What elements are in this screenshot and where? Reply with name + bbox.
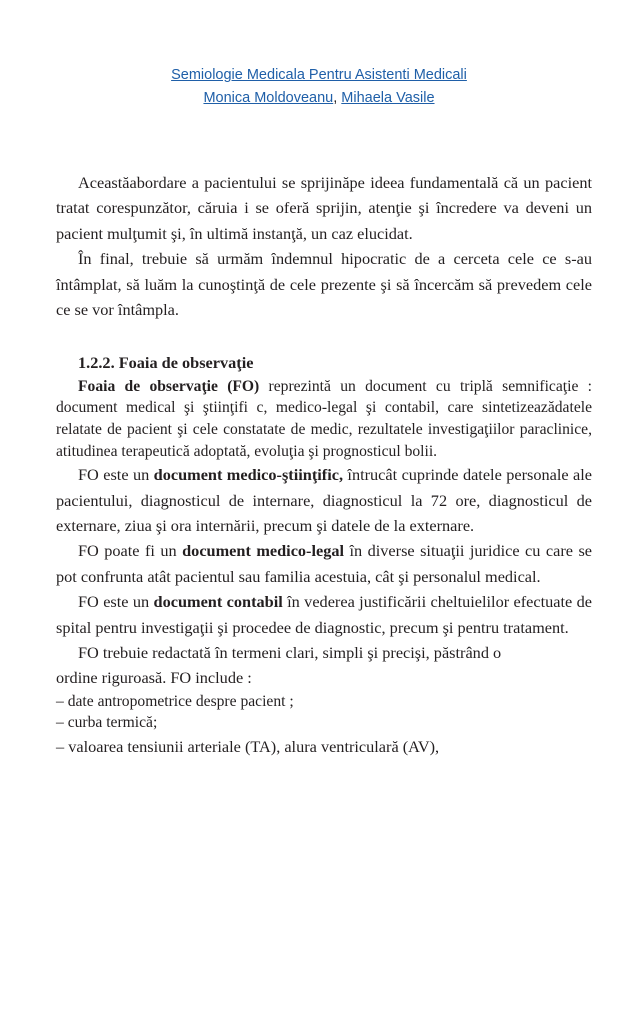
fo-legal-text: în diverse situaţii juridice cu care se pot confrunta atât pacientul sau familia acestuia, cât şi personalul medical. [56, 541, 593, 586]
list-item: – date antropometrice despre pacient ; [56, 692, 294, 710]
fo-legal-term: document medico-legal [182, 541, 345, 561]
fo-accounting-pre: FO este un [78, 592, 154, 612]
page-header [0, 64, 638, 110]
fo-term: Foaia de observaţie (FO) [78, 377, 260, 395]
fo-definition-text: reprezintă un document cu triplă semnificaţie : document medical şi ştiinţifi c, medico-legal şi contabil, care sintetizeazădatele relatate de pacient şi cele constatate de medic, rezultatele investigaţiilor paraclinice, atitudinea terapeutică adoptată, evoluţia şi prognosticul bolii. [56, 377, 593, 460]
paragraph-fo-accounting [56, 589, 592, 640]
fo-accounting-term: document contabil [153, 592, 283, 612]
paragraph-fo-definition [56, 376, 592, 462]
fo-accounting-text: în vederea justificării cheltuielilor efectuate de spital pentru investigaţii şi procedee de diagnostic, precum şi pentru tratament. [56, 592, 592, 637]
fo-include-line-1: FO trebuie redactată în termeni clari, simpli şi precişi, păstrând o [78, 643, 502, 663]
fo-include-line-2: ordine riguroasă. FO include : [56, 668, 252, 688]
book-title-link[interactable]: Semiologie Medicala Pentru Asistenti Medicali [171, 67, 467, 83]
author-link-1[interactable]: Monica Moldoveanu [203, 90, 334, 106]
section-heading: 1.2.2. Foaia de observaţie [78, 353, 254, 373]
fo-legal-pre: FO poate fi un [78, 541, 183, 561]
fo-scientific-text: întrucât cuprinde datele personale ale pacientului, diagnosticul de internare, diagnosticul la 72 ore, diagnosticul de externare, ziua şi ora internării, precum şi datele de la externare. [56, 465, 592, 536]
list-item: – valoarea tensiunii arteriale (TA), alura ventriculară (AV), [56, 737, 440, 757]
fo-scientific-pre: FO este un [78, 465, 154, 485]
paragraph-fo-scientific [56, 462, 592, 538]
author-link-2[interactable]: Mihaela Vasile [341, 90, 435, 106]
author-separator: , [333, 90, 342, 106]
paragraph-hippocratic: În final, trebuie să urmăm îndemnul hipocratic de a cerceta cele ce s-au întâmplat, să luăm la cunoştinţă de cele prezente şi să încercăm să prevedem cele ce se vor întâmpla. [56, 249, 592, 320]
list-item: – curba termică; [56, 714, 158, 732]
spacer [56, 322, 592, 350]
paragraph-fo-legal [56, 538, 592, 589]
fo-scientific-term: document medico-ştiinţific, [153, 465, 344, 485]
body-text [56, 170, 592, 759]
fo-contents-list [56, 691, 592, 760]
paragraph-approach: Aceastăabordare a pacientului se sprijinăpe ideea fundamentală că un pacient tratat corespunzător, căruia i se oferă sprijin, atenţie şi încredere va deveni un pacient mulţumit şi, în ultimă instanţă, un caz elucidat. [56, 173, 592, 243]
